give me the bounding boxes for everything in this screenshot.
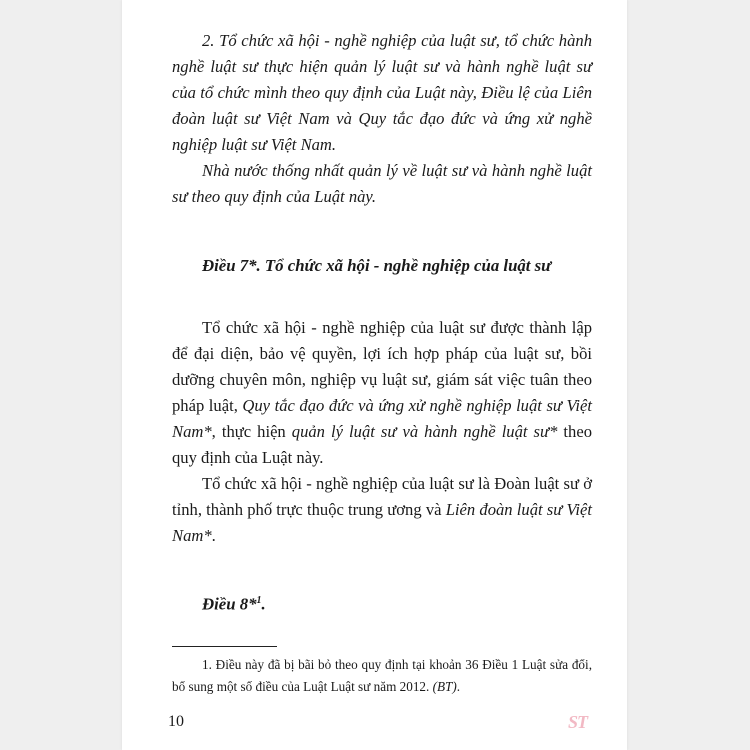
article7-heading-text: Điều 7*. Tổ chức xã hội - nghề nghiệp của luật sư (202, 256, 552, 275)
article7-heading (172, 253, 592, 279)
footnote-text-c: . (456, 679, 461, 694)
footnote-reference[interactable]: 1 (256, 595, 262, 606)
article7-paragraph-1 (172, 315, 592, 471)
footnote-text-a: 1. Điều này đã bị bãi bỏ theo quy định tại khoản 36 Điều 1 Luật sửa đổi, bổ sung một số điều của Luật Luật sư năm 2012. (172, 657, 592, 694)
article7-paragraph-2 (172, 471, 592, 549)
article7-p1-text-e: theo quy định của Luật này. (172, 422, 592, 467)
clause2-paragraph: 2. Tổ chức xã hội - nghề nghiệp của luật sư, tổ chức hành nghề luật sư thực hiện quản lý luật sư và hành nghề luật sư của tổ chức mình theo quy định của Luật này, Điều lệ của Liên đoàn luật sư Việt Nam và Quy tắc đạo đức và ứng xử nghề nghiệp luật sư Việt Nam. (172, 31, 592, 154)
article7-p1-text-a: Tổ chức xã hội - nghề nghiệp của luật sư được thành lập để đại diện, bảo vệ quyền, lợi ích hợp pháp của luật sư, bồi dưỡng chuyên môn, nghiệp vụ luật sư, giám sát việc tuân theo pháp luật, (172, 318, 592, 415)
article7-p2-italic-federation: Liên đoàn luật sư Việt Nam* (172, 500, 592, 545)
footnote-text (172, 654, 592, 698)
article7-p1-italic-code: Quy tắc đạo đức và ứng xử nghề nghiệp luật sư Việt Nam* (172, 396, 592, 441)
footnote-text-bt: (BT) (432, 679, 457, 694)
article7-p2-text-a: Tổ chức xã hội - nghề nghiệp của luật sư là Đoàn luật sư ở tỉnh, thành phố trực thuộc trung ương và (172, 474, 592, 519)
article7-body (172, 315, 592, 549)
article8-heading-text: Điều 8* (202, 594, 257, 614)
article8-heading (172, 588, 592, 618)
footnote-separator (172, 646, 277, 647)
article8-heading-line (172, 588, 592, 618)
state-management-paragraph: Nhà nước thống nhất quản lý về luật sư và hành nghề luật sư theo quy định của Luật này. (172, 161, 592, 206)
publisher-logo: ST (568, 712, 588, 732)
document-page (122, 0, 627, 750)
page-number: 10 (168, 713, 184, 730)
footnote (172, 654, 592, 698)
article7-p1-italic-manage: quản lý luật sư và hành nghề luật sư* (291, 422, 558, 441)
article6-clause2 (172, 28, 592, 210)
article7-p1-text-c: , thực hiện (211, 422, 292, 441)
article7-p2-text-c: . (211, 526, 216, 545)
article8-heading-period: . (261, 594, 266, 614)
